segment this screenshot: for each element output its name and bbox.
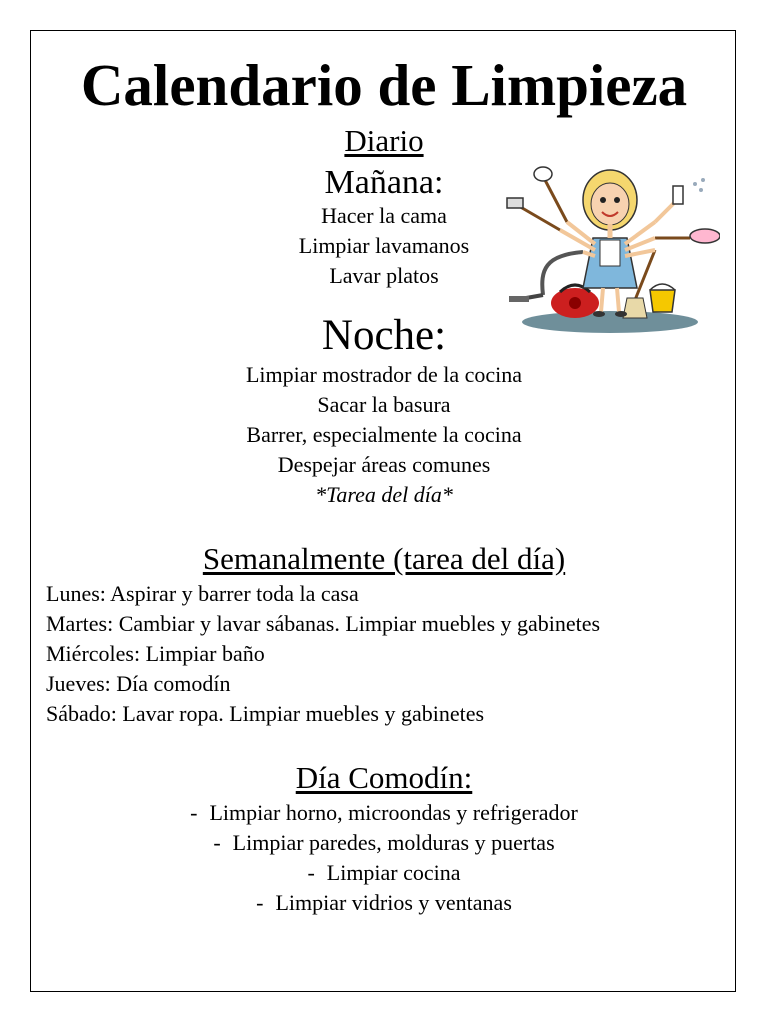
daily-heading: Diario: [344, 123, 424, 158]
list-item: Despejar áreas comunes: [277, 452, 491, 477]
list-item-text: Limpiar horno, microondas y refrigerador: [209, 800, 578, 825]
list-item-text: Limpiar cocina: [326, 860, 461, 885]
night-list: [0, 360, 768, 510]
weekly-heading: Semanalmente (tarea del día): [202, 541, 566, 576]
list-item: [0, 828, 768, 858]
list-item: Limpiar mostrador de la cocina: [245, 362, 523, 387]
bullet-dash: -: [307, 860, 315, 885]
list-item: Sacar la basura: [317, 392, 451, 417]
list-item: Lunes: Aspirar y barrer toda la casa: [46, 581, 359, 606]
weekly-list: [46, 579, 600, 729]
bullet-dash: -: [256, 890, 264, 915]
list-item: [0, 798, 768, 828]
list-item: Hacer la cama: [321, 203, 447, 228]
wildcard-heading: Día Comodín:: [295, 760, 473, 795]
list-item-text: Limpiar vidrios y ventanas: [275, 890, 512, 915]
night-heading: Noche:: [321, 312, 447, 359]
bullet-dash: -: [190, 800, 198, 825]
list-item: Lavar platos: [329, 263, 439, 288]
list-item-text: Limpiar paredes, molduras y puertas: [232, 830, 555, 855]
cleaning-woman-cartoon-icon: [505, 160, 720, 335]
list-item: Barrer, especialmente la cocina: [246, 422, 522, 447]
list-item: Jueves: Día comodín: [46, 671, 231, 696]
bullet-dash: -: [213, 830, 221, 855]
list-item: [0, 858, 768, 888]
morning-heading: Mañana:: [324, 164, 444, 201]
list-item: Martes: Cambiar y lavar sábanas. Limpiar muebles y gabinetes: [46, 611, 601, 636]
wildcard-list: [0, 798, 768, 918]
list-item: [0, 888, 768, 918]
list-item: Sábado: Lavar ropa. Limpiar muebles y gabinetes: [46, 701, 485, 726]
page-title: Calendario de Limpieza: [80, 52, 688, 118]
list-item: Limpiar lavamanos: [298, 233, 470, 258]
night-note: *Tarea del día*: [315, 482, 453, 507]
list-item: Miércoles: Limpiar baño: [46, 641, 265, 666]
